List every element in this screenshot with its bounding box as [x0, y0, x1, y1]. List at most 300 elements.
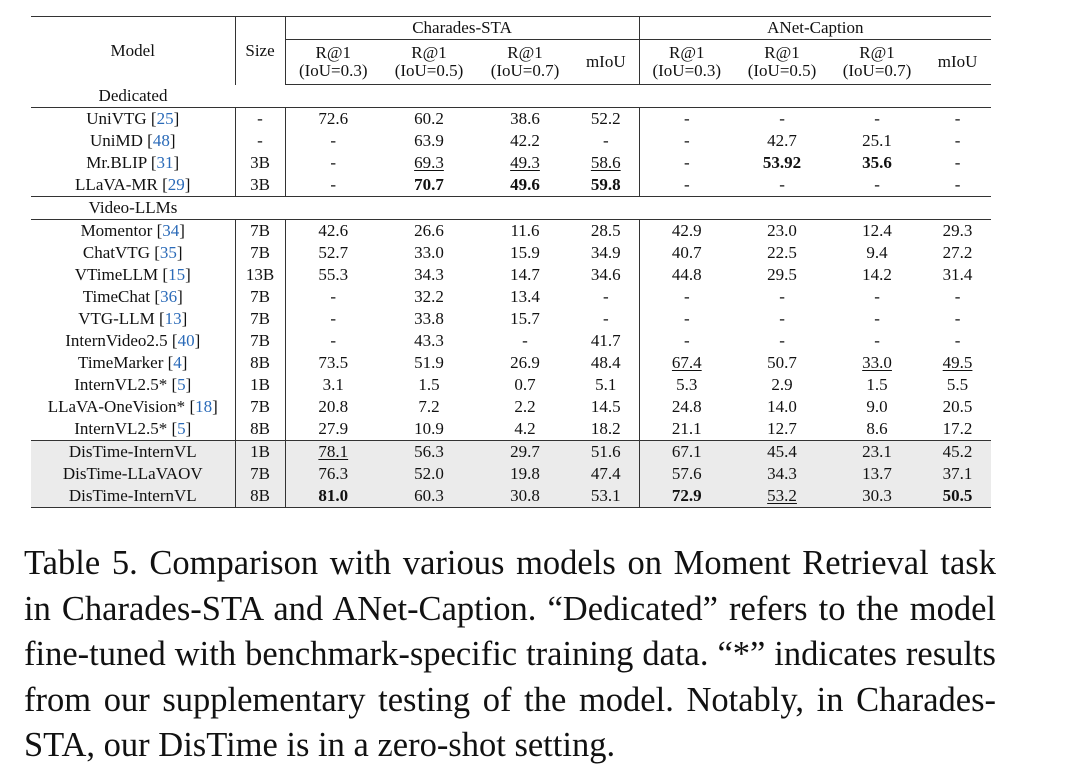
metric-value: 14.2 [862, 265, 892, 284]
value-cell [639, 220, 734, 243]
model-cell: TimeChat [36] [82, 287, 183, 306]
value-cell [381, 418, 477, 441]
header-anet-r1-iou03 [639, 40, 734, 85]
citation-link[interactable]: 25 [156, 109, 174, 128]
citation-link[interactable]: 13 [164, 309, 182, 328]
value-cell [924, 242, 991, 264]
metric-value: 42.2 [510, 131, 540, 150]
citation-link[interactable]: 5 [177, 375, 186, 394]
metric-value: 50.5 [942, 486, 973, 505]
citation-link[interactable]: 34 [162, 221, 180, 240]
metric-value: 41.7 [590, 331, 621, 350]
metric-value: - [602, 309, 609, 328]
value-cell [573, 220, 639, 243]
size-cell: 3B [235, 152, 285, 174]
table-body [31, 85, 991, 508]
model-name: LLaVA-OneVision* [47, 397, 186, 416]
metric-value: 72.9 [671, 486, 702, 505]
value-cell [573, 264, 639, 286]
iou-label: (IoU=0.3) [298, 61, 368, 80]
metric-value: 34.9 [590, 243, 621, 262]
model-name: UniVTG [86, 109, 147, 128]
metric-value: - [779, 175, 785, 194]
size-cell: 1B [235, 441, 285, 464]
metric-value: 50.7 [767, 353, 797, 372]
metric-value: - [522, 331, 528, 350]
value-cell [734, 174, 830, 197]
iou-label: (IoU=0.7) [490, 61, 560, 80]
metric-value: 23.0 [767, 221, 797, 240]
value-cell [734, 418, 830, 441]
model-cell [31, 463, 235, 485]
metric-value: 42.9 [671, 221, 702, 240]
metric-value: 23.1 [862, 442, 892, 461]
value-cell [381, 264, 477, 286]
table-row [31, 308, 991, 330]
metric-value: 0.7 [514, 375, 536, 394]
r1-label: R@1 [669, 43, 705, 62]
metric-value: 21.1 [671, 419, 702, 438]
metric-value: 26.6 [414, 221, 444, 240]
model-name: Momentor [80, 221, 153, 240]
metric-value: 48.4 [590, 353, 621, 372]
metric-value: 81.0 [318, 486, 349, 505]
metric-value: - [779, 287, 785, 306]
metric-value: - [954, 287, 961, 306]
value-cell [285, 308, 381, 330]
metric-value: 57.6 [671, 464, 702, 483]
value-cell [924, 130, 991, 152]
metric-value: 14.5 [590, 397, 621, 416]
size-cell: 7B [235, 286, 285, 308]
value-cell [381, 308, 477, 330]
metric-value: 8.6 [866, 419, 888, 438]
value-cell [830, 418, 924, 441]
value-cell [639, 152, 734, 174]
value-cell [573, 286, 639, 308]
metric-value: - [954, 331, 961, 350]
metric-value: - [954, 309, 961, 328]
model-cell: LLaVA-OneVision* [18] [47, 397, 218, 416]
model-cell: Mr.BLIP [31] [86, 153, 180, 172]
r1-label: R@1 [507, 43, 543, 62]
metric-value: - [874, 175, 880, 194]
metric-value: 33.8 [414, 309, 444, 328]
value-cell [830, 152, 924, 174]
value-cell [830, 463, 924, 485]
size-cell: 8B [235, 485, 285, 508]
value-cell [924, 352, 991, 374]
value-cell [639, 330, 734, 352]
model-cell: UniMD [48] [90, 131, 176, 150]
metric-value: 52.7 [318, 243, 349, 262]
metric-value: - [330, 131, 337, 150]
model-name: ChatVTG [82, 243, 150, 262]
metric-value: - [874, 331, 880, 350]
citation-link[interactable]: 15 [168, 265, 186, 284]
size-cell: 8B [235, 418, 285, 441]
model-name: DisTime-InternVL [68, 486, 197, 505]
value-cell [381, 286, 477, 308]
value-cell [573, 152, 639, 174]
value-cell [573, 308, 639, 330]
value-cell [381, 130, 477, 152]
value-cell [381, 108, 477, 131]
metric-value: - [683, 287, 690, 306]
value-cell [285, 396, 381, 418]
value-cell [477, 286, 573, 308]
value-cell [573, 418, 639, 441]
metric-value: - [954, 175, 961, 194]
table-row [31, 374, 991, 396]
model-cell: ChatVTG [35] [82, 243, 183, 262]
metric-value: 78.1 [318, 442, 349, 461]
value-cell [924, 485, 991, 508]
table-row [31, 152, 991, 174]
model-name: InternVL2.5* [74, 419, 168, 438]
value-cell [830, 352, 924, 374]
metric-value: - [779, 109, 785, 128]
value-cell [830, 396, 924, 418]
metric-value: 1.5 [418, 375, 440, 394]
metric-value: - [683, 331, 690, 350]
header-group-charades: Charades-STA [285, 17, 639, 40]
model-name: TimeMarker [78, 353, 164, 372]
value-cell [381, 220, 477, 243]
metric-value: - [330, 309, 337, 328]
citation-link[interactable]: 5 [177, 419, 186, 438]
value-cell [381, 352, 477, 374]
value-cell [285, 152, 381, 174]
size-cell: 7B [235, 308, 285, 330]
header-anet-miou: mIoU [924, 40, 991, 85]
table-caption: Table 5. Comparison with various models on Moment Retrieval task in Charades-STA and ANet-Caption. “Dedicated” refers to the model fine-tuned with benchmark-specific training data. “*” indicates results from our supplementary testing of the model. Notably, in Charades-STA, our DisTime is in a zero-shot setting. [24, 544, 996, 764]
value-cell [477, 463, 573, 485]
r1-label: R@1 [315, 43, 351, 62]
value-cell [285, 174, 381, 197]
value-cell [381, 174, 477, 197]
metric-value: 29.5 [767, 265, 797, 284]
citation-link[interactable]: 31 [156, 153, 174, 172]
value-cell [734, 330, 830, 352]
model-cell: InternVL2.5* [5] [74, 375, 192, 394]
value-cell [477, 374, 573, 396]
value-cell [285, 485, 381, 508]
metric-value: 2.2 [514, 397, 536, 416]
metric-value: 1.5 [866, 375, 888, 394]
value-cell [830, 130, 924, 152]
value-cell [285, 108, 381, 131]
citation-link[interactable]: 36 [160, 287, 178, 306]
table-row [31, 441, 991, 464]
value-cell [477, 152, 573, 174]
metric-value: 34.3 [414, 265, 444, 284]
model-name: DisTime-InternVL [68, 442, 197, 461]
metric-value: 60.2 [414, 109, 444, 128]
metric-value: 5.5 [946, 375, 969, 394]
metric-value: - [330, 331, 337, 350]
metric-value: 27.9 [318, 419, 349, 438]
metric-value: 55.3 [318, 265, 349, 284]
metric-value: 25.1 [862, 131, 892, 150]
metric-value: 58.6 [590, 153, 621, 172]
metric-value: - [954, 153, 961, 172]
metric-value: 53.2 [767, 486, 797, 505]
value-cell [285, 130, 381, 152]
value-cell [639, 441, 734, 464]
value-cell [924, 174, 991, 197]
value-cell [830, 441, 924, 464]
metric-value: 7.2 [418, 397, 440, 416]
table-row [31, 330, 991, 352]
value-cell [639, 396, 734, 418]
value-cell [381, 374, 477, 396]
value-cell [477, 352, 573, 374]
metric-value: 20.5 [942, 397, 973, 416]
model-name: InternVL2.5* [74, 375, 168, 394]
value-cell [381, 485, 477, 508]
model-cell: UniVTG [25] [86, 109, 180, 128]
value-cell [477, 130, 573, 152]
value-cell [285, 286, 381, 308]
metric-value: - [683, 153, 690, 172]
metric-value: 31.4 [942, 265, 973, 284]
citation-link[interactable]: 48 [152, 131, 170, 150]
value-cell [573, 174, 639, 197]
value-cell [477, 441, 573, 464]
metric-value: 15.9 [510, 243, 540, 262]
header-charades-miou: mIoU [573, 40, 639, 85]
metric-value: - [330, 175, 337, 194]
metric-value: 38.6 [510, 109, 540, 128]
metric-value: 29.3 [942, 221, 973, 240]
value-cell [285, 441, 381, 464]
metric-value: 51.9 [414, 353, 444, 372]
iou-label: (IoU=0.5) [747, 61, 817, 80]
header-group-anet: ANet-Caption [639, 17, 991, 40]
metric-value: 29.7 [510, 442, 540, 461]
model-name: InternVideo2.5 [65, 331, 168, 350]
metric-value: 59.8 [590, 175, 621, 194]
value-cell [477, 396, 573, 418]
value-cell [573, 396, 639, 418]
iou-label: (IoU=0.5) [394, 61, 464, 80]
metric-value: 34.3 [767, 464, 797, 483]
value-cell [924, 441, 991, 464]
metric-value: 43.3 [414, 331, 444, 350]
size-cell: 7B [235, 220, 285, 243]
metric-value: - [330, 153, 337, 172]
header-charades-r1-iou05 [381, 40, 477, 85]
metric-value: - [683, 109, 690, 128]
value-cell [573, 352, 639, 374]
size-cell: 13B [235, 264, 285, 286]
value-cell [734, 220, 830, 243]
value-cell [734, 108, 830, 131]
header-charades-r1-iou03 [285, 40, 381, 85]
section-header-row [31, 197, 991, 220]
metric-value: 12.4 [862, 221, 892, 240]
size-cell: - [235, 108, 285, 131]
metric-value: 67.4 [671, 353, 702, 372]
citation-link[interactable]: 18 [195, 397, 213, 416]
header-charades-r1-iou07 [477, 40, 573, 85]
value-cell [639, 352, 734, 374]
value-cell [734, 463, 830, 485]
metric-value: 22.5 [767, 243, 797, 262]
value-cell [924, 463, 991, 485]
size-cell: 8B [235, 352, 285, 374]
value-cell [830, 220, 924, 243]
value-cell [734, 308, 830, 330]
value-cell [639, 308, 734, 330]
iou-label: (IoU=0.7) [842, 61, 912, 80]
metric-value: 17.2 [942, 419, 973, 438]
metric-value: 37.1 [942, 464, 973, 483]
metric-value: 47.4 [590, 464, 621, 483]
metric-value: 40.7 [671, 243, 702, 262]
metric-value: 42.6 [318, 221, 349, 240]
value-cell [477, 242, 573, 264]
value-cell [830, 174, 924, 197]
table-row [31, 463, 991, 485]
value-cell [734, 441, 830, 464]
metric-value: 56.3 [414, 442, 444, 461]
table-row [31, 174, 991, 197]
value-cell [477, 308, 573, 330]
metric-value: 34.6 [590, 265, 621, 284]
value-cell [734, 352, 830, 374]
value-cell [477, 264, 573, 286]
r1-label: R@1 [764, 43, 800, 62]
value-cell [285, 418, 381, 441]
size-cell: 3B [235, 174, 285, 197]
iou-label: (IoU=0.3) [652, 61, 722, 80]
section-title: Video-LLMs [88, 198, 178, 217]
metric-value: 33.0 [414, 243, 444, 262]
table-row [31, 108, 991, 131]
metric-value: 27.2 [942, 243, 973, 262]
header-anet-r1-iou05 [734, 40, 830, 85]
metric-value: 13.7 [862, 464, 892, 483]
value-cell [477, 108, 573, 131]
metric-value: 3.1 [322, 375, 344, 394]
metric-value: - [602, 131, 609, 150]
model-cell: InternVL2.5* [5] [74, 419, 192, 438]
metric-value: 45.4 [767, 442, 797, 461]
metric-value: 45.2 [942, 442, 973, 461]
value-cell [830, 330, 924, 352]
value-cell [830, 264, 924, 286]
citation-link[interactable]: 29 [167, 175, 185, 194]
value-cell [924, 264, 991, 286]
value-cell [639, 264, 734, 286]
metric-value: 26.9 [510, 353, 540, 372]
citation-link[interactable]: 35 [159, 243, 177, 262]
metric-value: 11.6 [510, 221, 540, 240]
value-cell [477, 418, 573, 441]
metric-value: 2.9 [771, 375, 793, 394]
metric-value: 4.2 [514, 419, 536, 438]
table-row [31, 286, 991, 308]
metric-value: - [779, 331, 785, 350]
metric-value: 13.4 [510, 287, 540, 306]
value-cell [381, 396, 477, 418]
value-cell [477, 220, 573, 243]
value-cell [734, 396, 830, 418]
value-cell [573, 242, 639, 264]
value-cell [924, 220, 991, 243]
metric-value: - [330, 287, 337, 306]
metric-value: 69.3 [414, 153, 444, 172]
value-cell [924, 108, 991, 131]
section-cell [31, 85, 991, 108]
model-cell: VTG-LLM [13] [78, 309, 188, 328]
metric-value: 10.9 [414, 419, 444, 438]
citation-link[interactable]: 40 [177, 331, 195, 350]
value-cell [285, 242, 381, 264]
model-name: VTimeLLM [74, 265, 159, 284]
model-cell: TimeMarker [4] [78, 353, 188, 372]
value-cell [381, 242, 477, 264]
value-cell [734, 264, 830, 286]
model-name: DisTime-LLaVAOV [62, 464, 203, 483]
value-cell [924, 396, 991, 418]
section-header-row [31, 85, 991, 108]
value-cell [734, 485, 830, 508]
value-cell [381, 441, 477, 464]
value-cell [924, 374, 991, 396]
section-title: Dedicated [98, 86, 168, 105]
value-cell [830, 242, 924, 264]
value-cell [477, 174, 573, 197]
metric-value: 18.2 [590, 419, 621, 438]
metric-value: 76.3 [318, 464, 349, 483]
metric-value: 5.3 [676, 375, 698, 394]
value-cell [734, 286, 830, 308]
value-cell [830, 286, 924, 308]
metric-value: 42.7 [767, 131, 797, 150]
value-cell [285, 220, 381, 243]
model-cell [31, 485, 235, 508]
size-cell: 7B [235, 396, 285, 418]
table-row [31, 396, 991, 418]
metric-value: 33.0 [862, 353, 892, 372]
model-name: Mr.BLIP [86, 153, 147, 172]
metric-value: - [683, 131, 690, 150]
r1-label: R@1 [859, 43, 895, 62]
metric-value: 49.6 [510, 175, 540, 194]
value-cell [830, 108, 924, 131]
metric-value: 60.3 [414, 486, 444, 505]
table-row [31, 485, 991, 508]
metric-value: 24.8 [671, 397, 702, 416]
metric-value: 51.6 [590, 442, 621, 461]
value-cell [639, 174, 734, 197]
value-cell [639, 374, 734, 396]
section-cell [31, 197, 991, 220]
value-cell [639, 463, 734, 485]
value-cell [285, 264, 381, 286]
citation-link[interactable]: 4 [173, 353, 182, 372]
value-cell [924, 152, 991, 174]
value-cell [639, 130, 734, 152]
metric-value: 15.7 [510, 309, 540, 328]
metric-value: 9.0 [866, 397, 888, 416]
metric-value: 53.92 [762, 153, 802, 172]
model-name: VTG-LLM [78, 309, 155, 328]
metric-value: - [954, 131, 961, 150]
